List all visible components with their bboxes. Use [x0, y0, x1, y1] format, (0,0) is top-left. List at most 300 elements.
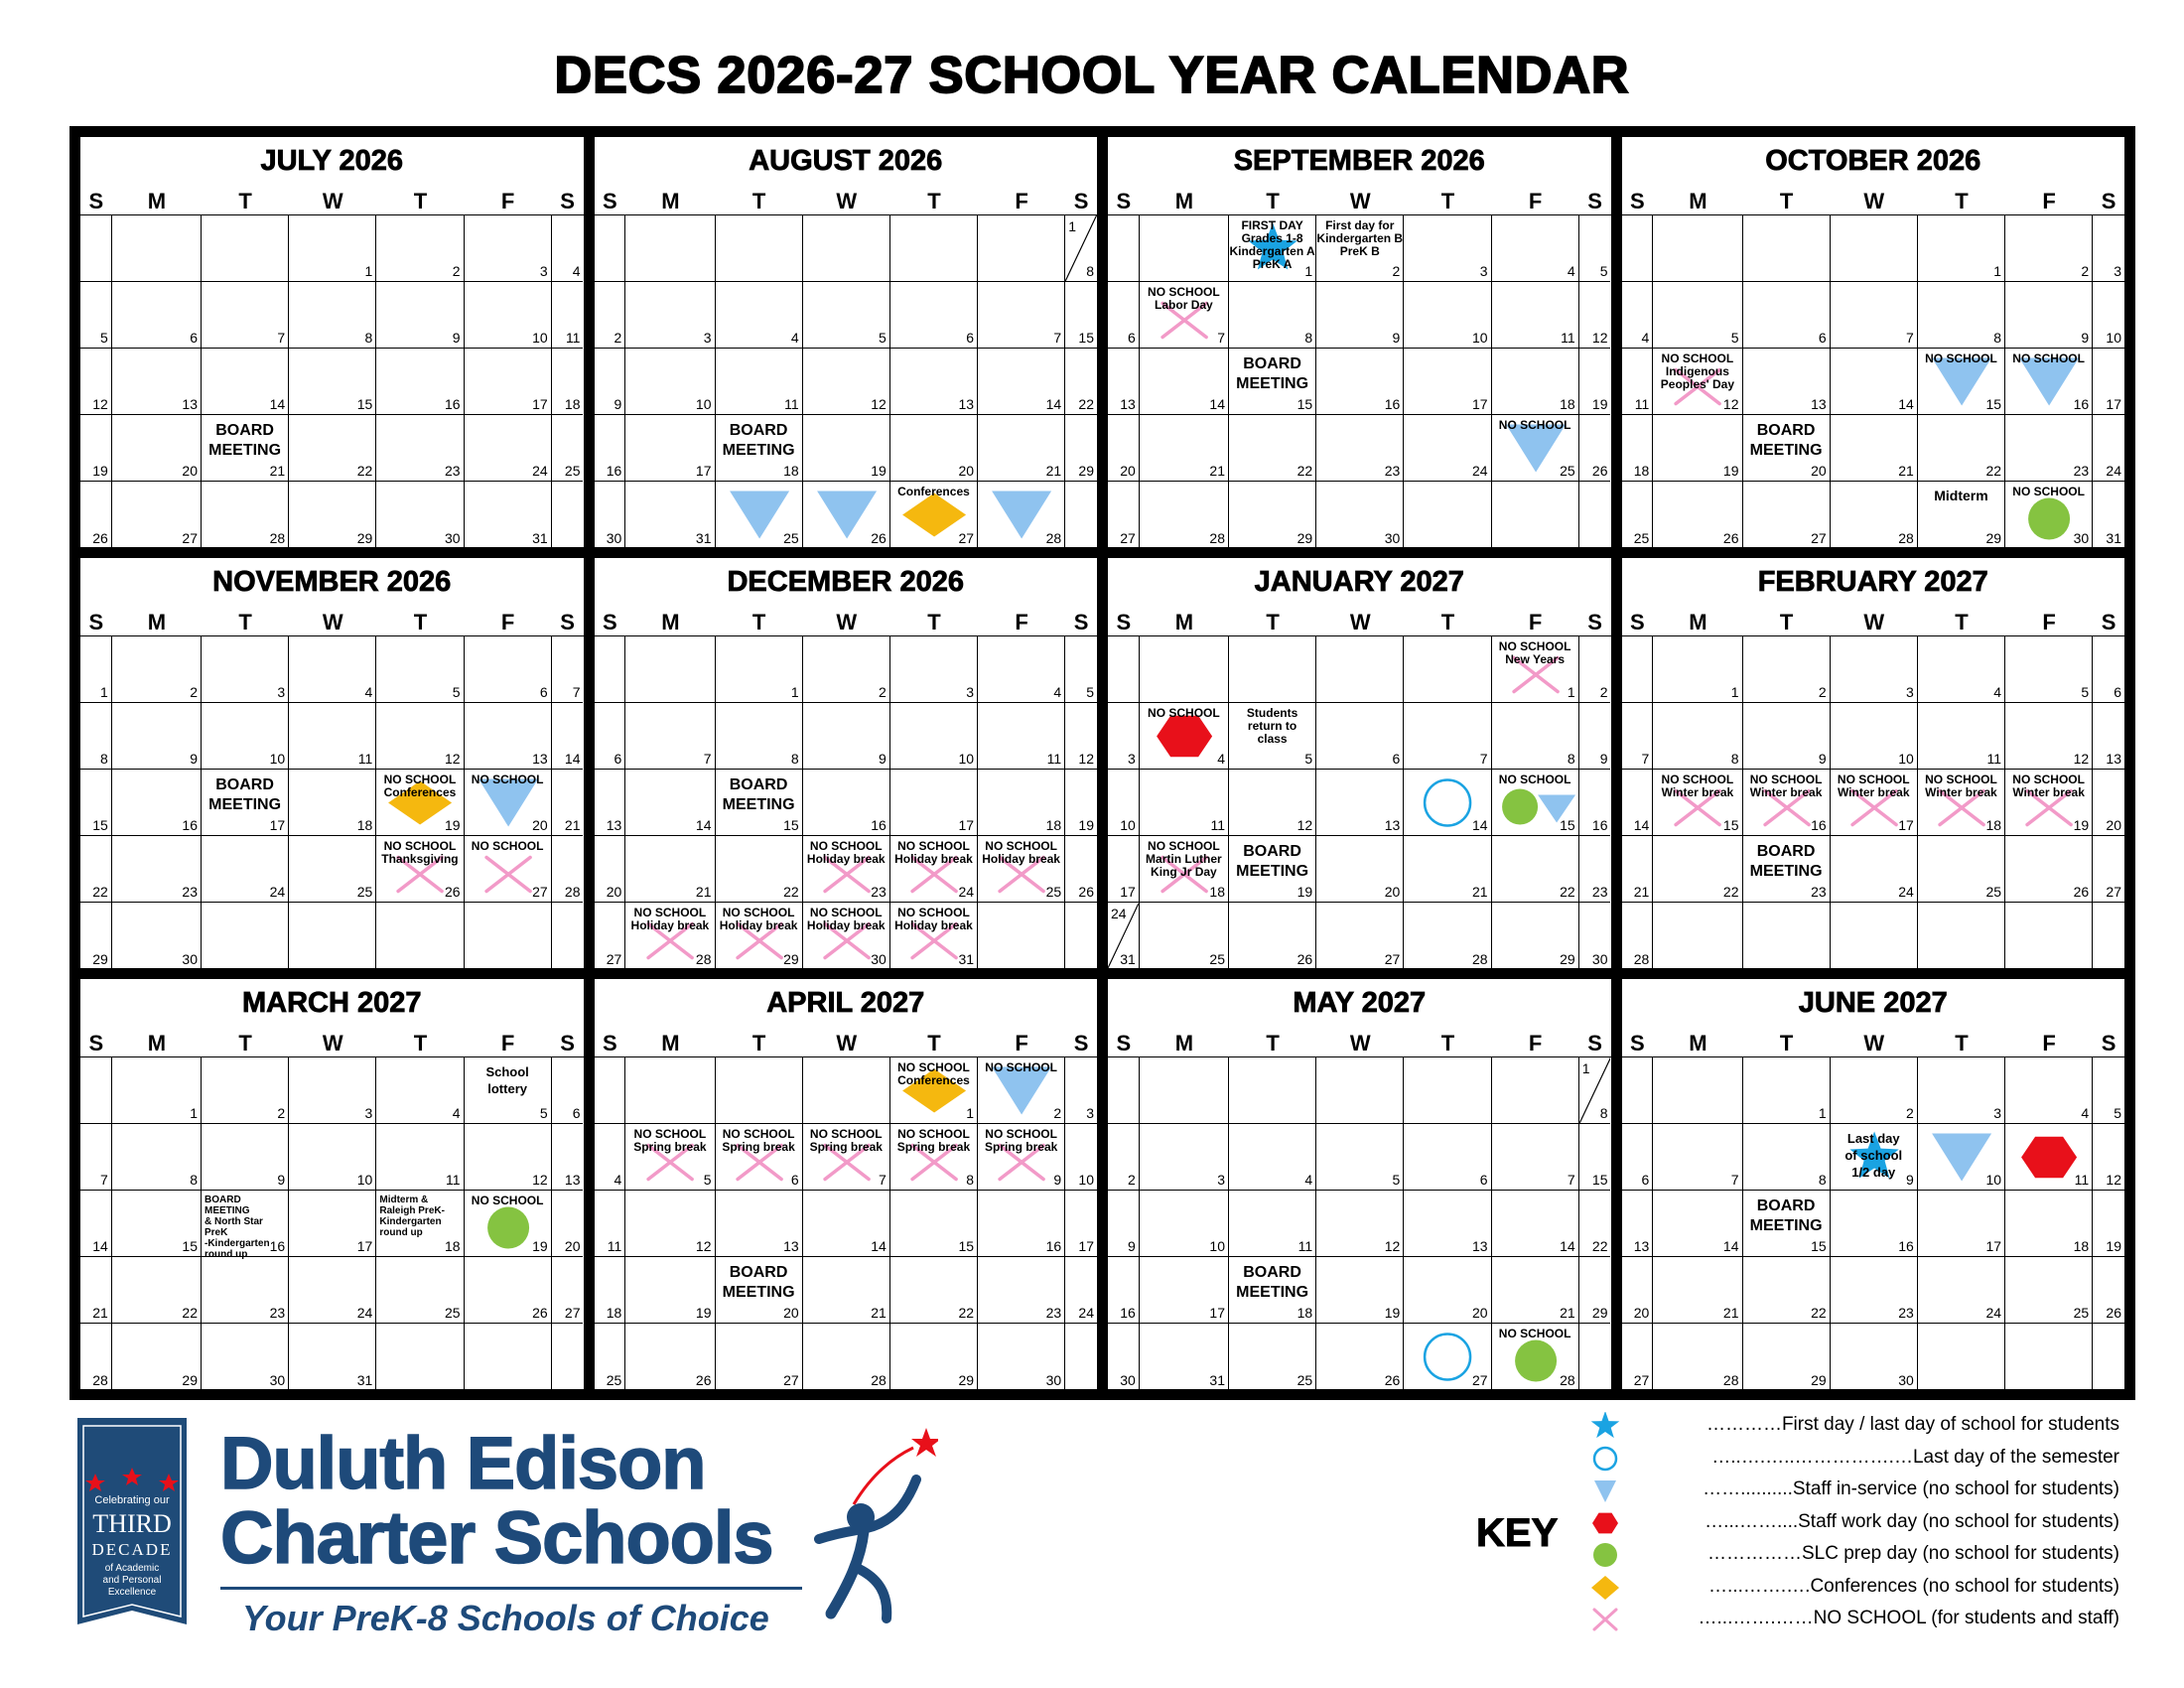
weekday-sun: S	[603, 189, 617, 213]
day-number: 19	[1297, 884, 1313, 900]
day-cell	[978, 415, 1065, 482]
day-cell	[376, 1057, 464, 1124]
day-cell	[2093, 215, 2124, 282]
day-cell	[289, 349, 376, 415]
day-number: 12	[1297, 817, 1313, 833]
day-cell	[1108, 636, 1140, 703]
weekday-tue: T	[238, 189, 252, 213]
day-number: 11	[607, 1238, 622, 1254]
day-number: 28	[1209, 530, 1225, 546]
event-label: School lottery	[485, 1064, 529, 1096]
day-cell	[1579, 903, 1611, 969]
day-number: 10	[1471, 330, 1488, 346]
day-number: 30	[182, 951, 198, 967]
day-cell	[1140, 703, 1229, 770]
weekday-sat: S	[2101, 610, 2116, 634]
legend-item-star	[1588, 1410, 2124, 1442]
day-cell	[1918, 903, 2005, 969]
day-number: 12	[2073, 751, 2090, 767]
day-cell	[1229, 282, 1316, 349]
day-number: 7	[1479, 751, 1488, 767]
day-cell	[625, 482, 715, 548]
day-cell	[552, 1191, 584, 1257]
day-number: 19	[1384, 1305, 1401, 1321]
day-cell	[1316, 903, 1404, 969]
day-number: 29	[1811, 1372, 1827, 1388]
day-cell	[1404, 215, 1491, 282]
day-cell	[1831, 415, 1918, 482]
day-number: 18	[1045, 817, 1062, 833]
day-cell	[1579, 770, 1611, 836]
month-title: DECEMBER 2026	[727, 566, 965, 598]
day-number: 24	[1111, 906, 1127, 921]
day-cell	[1140, 636, 1229, 703]
day-cell	[1229, 1324, 1316, 1390]
day-cell	[2093, 482, 2124, 548]
weekday-sat: S	[2101, 189, 2116, 213]
weekday-tue: T	[1266, 1031, 1280, 1055]
day-number: 21	[1471, 884, 1488, 900]
weekday-mon: M	[1174, 1031, 1194, 1055]
legend-item-diamond	[1588, 1572, 2124, 1604]
day-cell	[289, 636, 376, 703]
day-number: 4	[452, 1105, 461, 1121]
day-number: 19	[871, 463, 887, 479]
day-number: 16	[606, 463, 622, 479]
day-number: 27	[2106, 884, 2121, 900]
day-number: 29	[1985, 530, 2002, 546]
event-label: Midterm & Raleigh PreK- Kindergarten round up	[379, 1195, 445, 1238]
day-number: 5	[1304, 751, 1313, 767]
day-number: 1	[1581, 1060, 1590, 1076]
day-cell	[552, 349, 584, 415]
day-cell	[202, 282, 289, 349]
day-cell	[716, 215, 803, 282]
day-number: 11	[357, 751, 373, 767]
day-number: 22	[356, 463, 373, 479]
day-cell	[1492, 1257, 1579, 1324]
day-number: 6	[2114, 684, 2121, 700]
day-number: 2	[1599, 684, 1608, 700]
day-number: 6	[539, 684, 548, 700]
month-title: NOVEMBER 2026	[212, 566, 452, 598]
event-label: NO SCHOOL	[2012, 485, 2085, 498]
day-cell	[803, 1191, 890, 1257]
day-cell	[1140, 836, 1229, 903]
day-cell	[803, 415, 890, 482]
day-number: 2	[1053, 1105, 1062, 1121]
day-cell	[890, 1057, 978, 1124]
day-number: 10	[356, 1172, 373, 1188]
day-cell	[1404, 482, 1491, 548]
day-cell	[1653, 1057, 1742, 1124]
day-number: 19	[532, 1238, 548, 1254]
day-cell	[1743, 1257, 1831, 1324]
day-cell	[289, 215, 376, 282]
day-cell	[1108, 415, 1140, 482]
day-cell	[1140, 415, 1229, 482]
day-cell	[1918, 1257, 2005, 1324]
day-number: 10	[1209, 1238, 1225, 1254]
day-cell	[1743, 1191, 1831, 1257]
day-cell	[1743, 1324, 1831, 1390]
day-number: 19	[92, 463, 108, 479]
day-number: 24	[958, 884, 975, 900]
day-cell	[1108, 482, 1140, 548]
weekday-thu: T	[413, 189, 428, 213]
day-number: 18	[2073, 1238, 2090, 1254]
day-number: 16	[1898, 1238, 1914, 1254]
badge-line6: Excellence	[107, 1587, 157, 1598]
month-title: FEBRUARY 2027	[1757, 566, 1988, 598]
day-cell	[890, 282, 978, 349]
day-cell	[552, 703, 584, 770]
day-cell	[978, 836, 1065, 903]
day-cell	[803, 282, 890, 349]
weekday-wed: W	[836, 610, 858, 634]
day-cell	[2093, 415, 2124, 482]
day-number: 10	[958, 751, 975, 767]
day-cell	[289, 1191, 376, 1257]
day-number: 20	[783, 1305, 799, 1321]
weekday-tue: T	[238, 610, 252, 634]
day-number: 21	[1898, 463, 1914, 479]
day-number: 21	[92, 1305, 108, 1321]
day-number: 14	[1633, 817, 1650, 833]
day-cell	[1140, 1057, 1229, 1124]
day-cell	[202, 770, 289, 836]
day-grid	[80, 635, 584, 968]
day-number: 21	[695, 884, 712, 900]
day-cell	[1622, 1257, 1654, 1324]
event-label: NO SCHOOL	[471, 773, 544, 786]
day-number: 12	[532, 1172, 548, 1188]
day-cell	[465, 770, 552, 836]
day-cell	[112, 349, 202, 415]
event-label: NO SCHOOL Spring break	[896, 1127, 971, 1154]
day-cell	[289, 1324, 376, 1390]
day-cell	[1404, 836, 1491, 903]
weekday-sun: S	[88, 189, 104, 213]
day-cell	[112, 1124, 202, 1191]
event-label: NO SCHOOL Conferences	[897, 1060, 970, 1087]
day-cell	[595, 1057, 626, 1124]
day-number: 3	[539, 263, 548, 279]
day-cell	[595, 903, 626, 969]
month-title: SEPTEMBER 2026	[1233, 145, 1485, 177]
weekday-wed: W	[1863, 189, 1885, 213]
event-label: BOARD MEETING	[1749, 422, 1823, 459]
weekday-sun: S	[603, 610, 617, 634]
day-number: 14	[92, 1238, 108, 1254]
day-cell	[1579, 1257, 1611, 1324]
day-grid	[1108, 635, 1611, 968]
day-number: 29	[958, 1372, 975, 1388]
weekday-fri: F	[500, 1031, 515, 1055]
day-number: 23	[269, 1305, 286, 1321]
day-cell	[1404, 636, 1491, 703]
day-cell	[2005, 482, 2093, 548]
day-number: 17	[1985, 1238, 2002, 1254]
day-cell	[1918, 282, 2005, 349]
day-number: 6	[572, 1105, 581, 1121]
day-number: 3	[1993, 1105, 2002, 1121]
day-number: 19	[2106, 1238, 2121, 1254]
day-number: 1	[364, 263, 373, 279]
day-cell	[1743, 903, 1831, 969]
day-number: 8	[364, 330, 373, 346]
day-cell	[1316, 770, 1404, 836]
day-number: 13	[532, 751, 548, 767]
weekday-thu: T	[1955, 189, 1969, 213]
day-number: 17	[1898, 817, 1914, 833]
day-number: 30	[1120, 1372, 1136, 1388]
day-number: 3	[1906, 684, 1914, 700]
day-number: 13	[606, 817, 622, 833]
weekday-mon: M	[147, 610, 167, 634]
day-cell	[2005, 282, 2093, 349]
day-number: 26	[2106, 1305, 2121, 1321]
weekday-sun: S	[1630, 1031, 1645, 1055]
day-number: 6	[1818, 330, 1827, 346]
day-cell	[2005, 1124, 2093, 1191]
day-grid	[1622, 214, 2125, 547]
legend-item-hex	[1588, 1507, 2124, 1539]
day-cell	[1316, 1057, 1404, 1124]
day-number: 14	[1471, 817, 1488, 833]
day-cell	[1831, 836, 1918, 903]
day-number: 29	[783, 951, 799, 967]
day-cell	[112, 903, 202, 969]
day-cell	[202, 903, 289, 969]
day-cell	[1622, 282, 1654, 349]
day-cell	[1492, 482, 1579, 548]
day-cell	[1065, 415, 1097, 482]
day-number: 9	[190, 751, 198, 767]
weekday-sun: S	[88, 610, 104, 634]
weekday-tue: T	[1266, 189, 1280, 213]
day-number: 23	[871, 884, 887, 900]
day-cell	[376, 1124, 464, 1191]
weekday-sat: S	[1587, 189, 1602, 213]
day-number: 4	[1641, 330, 1650, 346]
day-cell	[1579, 1191, 1611, 1257]
day-number: 24	[356, 1305, 373, 1321]
day-cell	[465, 349, 552, 415]
day-cell	[1918, 1124, 2005, 1191]
event-label: NO SCHOOL Spring break	[633, 1127, 707, 1154]
day-cell	[978, 349, 1065, 415]
circle-icon	[1588, 1541, 1622, 1569]
ring-icon	[1588, 1445, 1622, 1473]
event-label: Students return to class	[1246, 706, 1298, 746]
weekday-fri: F	[2042, 189, 2056, 213]
day-cell	[202, 836, 289, 903]
weekday-mon: M	[1174, 189, 1194, 213]
day-cell	[1316, 1124, 1404, 1191]
day-cell	[1918, 636, 2005, 703]
day-cell	[1918, 349, 2005, 415]
month-title: OCTOBER 2026	[1765, 145, 1981, 177]
day-cell	[595, 215, 626, 282]
day-number: 7	[879, 1172, 887, 1188]
month-november-2026	[80, 558, 584, 968]
day-cell	[625, 703, 715, 770]
weekday-tue: T	[238, 1031, 252, 1055]
month-september-2026	[1108, 137, 1611, 547]
day-cell	[1404, 1057, 1491, 1124]
day-number: 11	[1561, 330, 1575, 346]
day-cell	[1140, 770, 1229, 836]
day-cell	[80, 1191, 112, 1257]
day-cell	[890, 1324, 978, 1390]
day-number: 12	[1078, 751, 1094, 767]
day-cell	[716, 482, 803, 548]
day-cell	[552, 215, 584, 282]
day-cell	[112, 770, 202, 836]
day-cell	[803, 1324, 890, 1390]
day-cell	[1492, 903, 1579, 969]
weekday-wed: W	[1863, 1031, 1885, 1055]
day-number: 29	[1591, 1305, 1608, 1321]
day-cell	[376, 636, 464, 703]
weekday-fri: F	[1528, 610, 1543, 634]
month-title: JANUARY 2027	[1254, 566, 1464, 598]
day-cell	[2005, 1191, 2093, 1257]
day-number: 5	[1392, 1172, 1401, 1188]
day-number: 6	[966, 330, 975, 346]
day-cell	[1492, 1057, 1579, 1124]
day-number: 9	[2081, 330, 2090, 346]
day-cell	[289, 415, 376, 482]
day-number: 8	[790, 751, 799, 767]
day-cell	[202, 1257, 289, 1324]
day-cell	[625, 415, 715, 482]
day-cell	[2093, 1324, 2124, 1390]
day-cell	[376, 349, 464, 415]
weekday-thu: T	[1440, 610, 1455, 634]
day-number: 26	[1722, 530, 1739, 546]
day-number: 15	[958, 1238, 975, 1254]
month-may-2027	[1108, 979, 1611, 1389]
day-cell	[1404, 1324, 1491, 1390]
weekday-sat: S	[560, 1031, 575, 1055]
day-number: 20	[532, 817, 548, 833]
weekday-mon: M	[661, 610, 680, 634]
day-number: 16	[182, 817, 198, 833]
day-cell	[1316, 415, 1404, 482]
day-cell	[80, 903, 112, 969]
day-cell	[1492, 349, 1579, 415]
day-number: 25	[1045, 884, 1062, 900]
day-grid	[80, 1056, 584, 1389]
day-cell	[1653, 415, 1742, 482]
legend-text: …...……....Staff work day (no school for students)	[1705, 1510, 2119, 1532]
day-number: 11	[1986, 751, 2002, 767]
day-cell	[2005, 903, 2093, 969]
day-number: 2	[1818, 684, 1827, 700]
day-cell	[202, 1191, 289, 1260]
day-number: 7	[1906, 330, 1914, 346]
day-cell	[1404, 703, 1491, 770]
event-label: NO SCHOOL Spring break	[809, 1127, 883, 1154]
day-number: 26	[1078, 884, 1094, 900]
day-number: 14	[269, 396, 286, 412]
diamond-icon	[1588, 1574, 1622, 1602]
day-cell	[2093, 836, 2124, 903]
key-label: KEY	[1476, 1511, 1559, 1555]
tri-icon	[978, 482, 1065, 548]
event-label: NO SCHOOL Spring break	[984, 1127, 1058, 1154]
event-label: NO SCHOOL	[1498, 418, 1571, 432]
day-number: 1	[190, 1105, 198, 1121]
day-number: 25	[783, 530, 799, 546]
day-number: 31	[958, 951, 975, 967]
day-cell	[625, 1124, 715, 1191]
day-cell	[803, 1124, 890, 1191]
day-cell	[289, 1124, 376, 1191]
month-march-2027	[80, 979, 584, 1389]
legend-item-circle	[1588, 1539, 2124, 1571]
event-label: NO SCHOOL	[471, 839, 544, 853]
day-number: 13	[1811, 396, 1827, 412]
day-cell	[1492, 415, 1579, 482]
day-cell	[2093, 349, 2124, 415]
weekday-tue: T	[751, 610, 766, 634]
day-cell	[1492, 703, 1579, 770]
day-number: 13	[1384, 817, 1401, 833]
day-number: 13	[1471, 1238, 1488, 1254]
day-number: 5	[99, 330, 108, 346]
day-cell	[803, 1057, 890, 1124]
weekday-wed: W	[322, 189, 343, 213]
day-number: 7	[1217, 330, 1225, 346]
day-number: 16	[871, 817, 887, 833]
hex-icon	[2005, 1124, 2093, 1191]
day-cell	[465, 1191, 552, 1257]
day-cell	[625, 903, 715, 969]
day-cell	[595, 349, 626, 415]
day-cell	[890, 770, 978, 836]
day-number: 2	[277, 1105, 286, 1121]
event-label: NO SCHOOL Holiday break	[806, 906, 886, 932]
day-cell	[890, 703, 978, 770]
day-cell	[1140, 482, 1229, 548]
weekday-wed: W	[1349, 189, 1371, 213]
day-cell	[595, 836, 626, 903]
day-number: 14	[695, 817, 712, 833]
weekday-fri: F	[1528, 1031, 1543, 1055]
day-cell	[595, 770, 626, 836]
day-cell	[376, 703, 464, 770]
day-cell	[1065, 1257, 1097, 1324]
day-number: 21	[564, 817, 581, 833]
day-cell	[890, 636, 978, 703]
day-cell	[1743, 415, 1831, 482]
event-label: NO SCHOOL Winter break	[1661, 773, 1734, 799]
day-cell	[552, 1324, 584, 1390]
day-number: 30	[269, 1372, 286, 1388]
weekday-mon: M	[661, 1031, 680, 1055]
event-label: NO SCHOOL Winter break	[1837, 773, 1910, 799]
day-cell	[1065, 1324, 1097, 1390]
day-cell	[1404, 415, 1491, 482]
day-cell	[1404, 903, 1491, 969]
legend	[1588, 1410, 2124, 1658]
day-cell	[1229, 1191, 1316, 1257]
event-label: First day for Kindergarten B PreK B	[1316, 218, 1404, 258]
day-cell	[595, 482, 626, 548]
